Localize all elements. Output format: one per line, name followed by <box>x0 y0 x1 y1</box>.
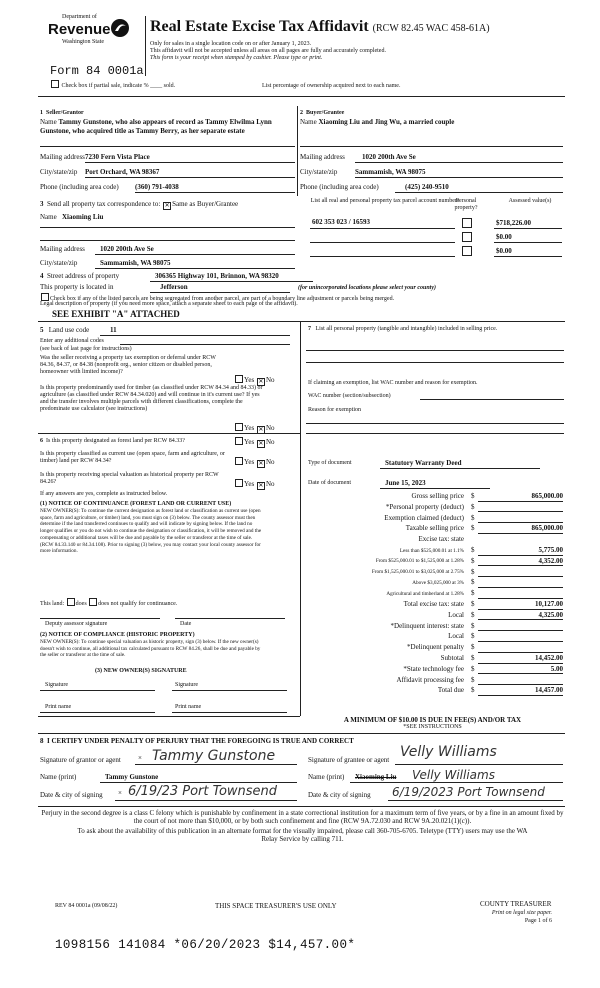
calc-amount-line <box>478 576 563 577</box>
calc-dollar-sign: $ <box>471 546 475 554</box>
q6c-yes-label: Yes <box>244 480 255 488</box>
q6b-no-label: No <box>265 458 275 466</box>
grantor-date-label: Date & city of signing <box>40 791 103 799</box>
sec8-num: 8 <box>40 737 44 745</box>
seller-mailing-label: Mailing address <box>40 153 85 161</box>
tax-corr-city[interactable]: Sammamish, WA 98075 <box>100 259 171 267</box>
assessed-col-header: Assessed value(s) <box>508 198 552 204</box>
timber-question: Is this property predominantly used for timber (as classified under RCW 84.34 and 84.33) or agriculture (as classified under RCW 84.34.020) and will continue in it's current use? If yes and the transfer involves multiple parcels with different classifications, complete the predominate use calculator (see instructions) <box>40 385 263 412</box>
forest-question-text: Is this property designated as forest land per RCW 84.33? <box>46 438 185 444</box>
calc-amount-line <box>478 533 563 534</box>
q6b-yes-no <box>234 457 275 468</box>
certify-row <box>40 737 354 746</box>
grantor-sig-label: Signature of grantor or agent <box>40 756 121 764</box>
header-note3: This form is your receipt when stamped by cashier. Please type or print. <box>150 55 323 61</box>
calc-dollar-sign: $ <box>471 589 475 598</box>
sold-label: sold. <box>163 83 176 89</box>
grantee-name-handwritten[interactable]: Velly Williams <box>412 768 495 782</box>
see-instructions-note: *SEE INSTRUCTIONS <box>403 724 462 730</box>
tax-corr-name-label: Name <box>40 213 57 221</box>
buyer-name-label: Name <box>300 118 317 126</box>
calc-dollar-sign: $ <box>471 632 475 641</box>
grantee-name-label: Name (print) <box>308 773 345 781</box>
calc-amount[interactable]: 5,775.00 <box>538 546 563 554</box>
title-rcw: (RCW 82.45 WAC 458-61A) <box>372 23 490 34</box>
grantee-signature[interactable]: Velly Williams <box>400 744 497 760</box>
personal-checkbox-3[interactable] <box>462 246 472 256</box>
calc-label: From $525,000.01 to $1,525,000 at 1.28% <box>375 558 464 565</box>
property-num: 4 <box>40 272 44 280</box>
form-title <box>150 18 490 36</box>
tax-corr-row <box>40 200 238 210</box>
grantee-sig-label: Signature of grantee or agent <box>308 756 390 764</box>
buyer-heading <box>300 110 344 117</box>
q6a-yes-label: Yes <box>244 438 255 446</box>
legal-size-note: Print on legal size paper. <box>491 910 552 916</box>
buyer-name[interactable]: Xiaoming Liu and Jing Wu, a married couple <box>318 118 455 126</box>
calc-label: Exemption claimed (deduct) <box>384 513 464 522</box>
seller-city[interactable]: Port Orchard, WA 98367 <box>85 168 160 176</box>
calc-amount-line <box>478 619 563 620</box>
personal-checkbox-1[interactable] <box>462 218 472 228</box>
calc-dollar-sign: $ <box>471 578 475 587</box>
cashier-stamp: 1098156 141084 *06/20/2023 $14,457.00* <box>55 938 356 952</box>
calc-dollar-sign: $ <box>471 664 475 673</box>
tax-corr-num: 3 <box>40 200 44 208</box>
calc-label: Above $3,025,000 at 3% <box>412 579 464 586</box>
tax-corr-city-label: City/state/zip <box>40 259 78 267</box>
additional-codes-label: Enter any additional codes <box>40 338 104 344</box>
assessed-2[interactable]: $0.00 <box>496 233 512 241</box>
does-not-checkbox[interactable] <box>89 598 97 606</box>
land-use-code[interactable]: 11 <box>110 326 117 334</box>
perjury-statement: Perjury in the second degree is a class C felony which is punishable by confinement in a state correctional institution for a maximum term of five years, or by a fine in an amount fixed by the court of not more than $10,000, or by both such confinement and fine (RCW 9A.72.030 and RCW 9A.20.021(1)(c)). <box>41 809 564 825</box>
parcel-col-header: List all real and personal property tax parcel account numbers <box>310 198 460 204</box>
owner-print-label-2: Print name <box>175 704 202 710</box>
calc-amount-line <box>478 565 563 566</box>
calc-label: Less than $525,000.01 at 1.1% <box>399 547 464 554</box>
grantee-name-struck: Xiaoming Liu <box>355 773 397 781</box>
property-street[interactable]: 306365 Highway 101, Brinnon, WA 98320 <box>155 272 279 280</box>
partial-sale-row: Check box if partial sale, indicate % ____ sold. <box>50 80 175 90</box>
buyer-phone-label: Phone (including area code) <box>300 183 379 191</box>
calc-amount-line <box>478 587 563 588</box>
calc-label: Total excise tax: state <box>403 600 464 608</box>
calc-dollar-sign: $ <box>471 621 475 630</box>
q6c-yes-checkbox[interactable] <box>235 479 243 487</box>
seller-phone[interactable]: (360) 791-4038 <box>135 183 179 191</box>
partial-sale-label: Check box if partial sale, indicate % <box>61 83 149 89</box>
dept-line1: Department of <box>62 14 97 20</box>
page-number: Page 1 of 6 <box>524 918 552 924</box>
calc-amount[interactable]: 14,452.00 <box>535 654 563 662</box>
county-treasurer: COUNTY TREASURER <box>480 900 552 908</box>
calc-label: Local <box>448 610 464 619</box>
same-as-buyer-checkbox[interactable]: ✕ <box>164 203 170 209</box>
exhibit-text[interactable]: SEE EXHIBIT "A" ATTACHED <box>52 309 180 319</box>
buyer-mailing[interactable]: 1020 200th Ave Se <box>362 153 416 161</box>
owner-signature-label-1: Signature <box>45 682 68 688</box>
assessed-3[interactable]: $0.00 <box>496 247 512 255</box>
calc-label: *Delinquent penalty <box>407 643 464 652</box>
dept-line3: Washington State <box>62 39 105 45</box>
calc-amount-line <box>478 522 563 523</box>
does-label: does <box>75 601 87 607</box>
calc-amount-line <box>478 511 563 512</box>
calc-dollar-sign: $ <box>471 524 475 533</box>
dor-logo <box>48 14 148 64</box>
calc-amount-line <box>478 609 563 610</box>
grantor-date-x: × <box>118 789 122 797</box>
owner-signature-label-2: Signature <box>175 682 198 688</box>
q2-yes-checkbox[interactable] <box>235 423 243 431</box>
seller-name[interactable]: Tammy Gunstone, who also appears of record as Tammy Elwilma Lynn Gunstone, who acquired title as Tammy Berry, as her separate estate <box>40 118 272 135</box>
header-note1: Only for sales in a single location code on or after January 1, 2023. <box>150 41 312 47</box>
doc-type-label: Type of document <box>308 460 352 466</box>
deputy-sig-label: Deputy assessor signature <box>45 621 108 627</box>
exemption-question: Was the seller receiving a property tax exemption or deferral under RCW 84.36, 84.37, or 84.38 (nonprofit org., senior citizen or disabled person, homeowner with limited income)? <box>40 355 216 375</box>
buyer-phone[interactable]: (425) 240-9510 <box>405 183 449 191</box>
does-checkbox[interactable] <box>67 598 75 606</box>
q6c-no-checkbox[interactable]: ✕ <box>258 483 264 489</box>
calc-label: Taxable selling price <box>405 524 464 533</box>
seller-mailing[interactable]: 7230 Fern Vista Place <box>85 153 150 161</box>
q2-no-checkbox[interactable]: ✕ <box>258 427 264 433</box>
assessed-1[interactable]: $718,226.00 <box>496 219 531 227</box>
q1-yes-checkbox[interactable] <box>235 375 243 383</box>
land-use-num: 5 <box>40 326 44 334</box>
this-land-label: This land: <box>40 601 65 607</box>
calc-dollar-sign: $ <box>471 556 475 565</box>
sec6-num: 6 <box>40 438 43 444</box>
exemption-reason-label: Reason for exemption <box>308 407 361 413</box>
calc-dollar-sign: $ <box>471 492 475 500</box>
calc-amount[interactable]: 865,000.00 <box>531 524 563 533</box>
seller-heading-text: Seller/Grantor <box>46 110 84 116</box>
seller-name-block <box>40 118 280 135</box>
exempt-wac-note: If claiming an exemption, list WAC number and reason for exemption. <box>308 380 478 386</box>
sec7-text: List all personal property (tangible and intangible) included in selling price. <box>315 326 498 332</box>
if-yes-note: If any answers are yes, complete as instructed below. <box>40 491 168 497</box>
land-use-row <box>40 326 89 335</box>
calc-amount[interactable]: 10,127.00 <box>535 600 563 608</box>
q6c-no-label: No <box>265 480 275 488</box>
qualify-row <box>40 598 177 608</box>
certify-text: I CERTIFY UNDER PENALTY OF PERJURY THAT THE FOREGOING IS TRUE AND CORRECT <box>47 737 354 745</box>
current-use-question: Is this property classified as current use (open space, farm and agriculture, or timber) land per RCW 84.34? <box>40 451 225 464</box>
calc-amount-line <box>478 695 563 696</box>
tax-corr-mailing[interactable]: 1020 200th Ave Se <box>100 245 154 253</box>
q6b-yes-checkbox[interactable] <box>235 457 243 465</box>
tax-corr-mailing-label: Mailing address <box>40 245 85 253</box>
seller-mailing-row <box>40 153 85 162</box>
calc-amount-line <box>478 641 563 642</box>
q2-no-label: No <box>265 424 275 432</box>
calc-dollar-sign: $ <box>471 643 475 652</box>
calc-amount-line <box>478 652 563 653</box>
compliance-text: NEW OWNER(S): To continue special valuation as historic property, sign (3) below. If the new owner(s) doesn't wish to continue, all additional tax calculated pursuant to RCW 84.26, shall be due and payable by the seller or transferor at the time of sale. <box>40 639 261 659</box>
alternate-format-note: To ask about the availability of this publication in an alternate format for the visually impaired, please call 360-705-6705. Teletype (TTY) users may use the WA Relay Service by calling 711. <box>77 827 528 843</box>
personal-col-header: Personal property? <box>454 198 478 211</box>
q1-yes-label: Yes <box>244 376 255 384</box>
calc-label: Affidavit processing fee <box>396 675 464 684</box>
calc-amount[interactable]: 4,325.00 <box>538 610 563 619</box>
sec7-num: 7 <box>308 326 311 332</box>
calc-label: *Delinquent interest: state <box>390 621 464 630</box>
seller-num: 1 <box>40 110 43 116</box>
seller-heading <box>40 110 84 117</box>
compliance-title: (2) NOTICE OF COMPLIANCE (HISTORIC PROPERTY) <box>40 632 195 638</box>
calc-dollar-sign: $ <box>471 600 475 608</box>
percent-ownership-note: List percentage of ownership acquired next to each name. <box>262 83 401 89</box>
legal-desc-label: Legal description of property (if you need more space, attach a separate sheet to each page of the affidavit). <box>40 301 298 307</box>
grantor-name-label: Name (print) <box>40 773 77 781</box>
doc-date-label: Date of document <box>308 480 351 486</box>
calc-dollar-sign: $ <box>471 610 475 619</box>
located-label: This property is located in <box>40 283 114 291</box>
q6b-yes-label: Yes <box>244 458 255 466</box>
calc-amount-line <box>478 598 563 599</box>
form-number: Form 84 0001a <box>50 64 144 78</box>
seller-name-label: Name <box>40 118 57 126</box>
street-label-row <box>40 272 119 281</box>
personal-checkbox-2[interactable] <box>462 232 472 242</box>
grantor-name[interactable]: Tammy Gunstone <box>105 773 159 781</box>
calc-amount-line <box>478 673 563 674</box>
same-as-buyer-label: Same as Buyer/Grantee <box>172 200 239 208</box>
calc-amount[interactable]: 4,352.00 <box>538 556 563 565</box>
calc-label: Total due <box>437 686 464 695</box>
calc-label: *Personal property (deduct) <box>385 502 464 511</box>
q1-no-label: No <box>265 376 275 384</box>
buyer-mailing-label: Mailing address <box>300 153 345 161</box>
q6a-no-label: No <box>265 438 275 446</box>
street-label: Street address of property <box>47 272 120 280</box>
q6a-yes-no <box>234 437 275 448</box>
title-text: Real Estate Excise Tax Affidavit <box>150 18 369 35</box>
calc-label: Excise tax: state <box>418 535 464 544</box>
q1-no-checkbox[interactable]: ✕ <box>258 379 264 385</box>
calc-dollar-sign: $ <box>471 686 475 695</box>
calc-label: Gross selling price <box>411 492 464 500</box>
calc-amount[interactable]: 14,457.00 <box>535 686 563 695</box>
calc-dollar-sign: $ <box>471 502 475 511</box>
segregated-checkbox[interactable] <box>41 293 49 301</box>
uninc-note: (for unincorporated locations please select your county) <box>298 285 436 291</box>
owner-print-label-1: Print name <box>45 704 72 710</box>
calc-amount-line <box>478 501 563 502</box>
grantor-signature[interactable]: Tammy Gunstone <box>152 748 276 764</box>
calc-amount-line <box>478 555 563 556</box>
personal-property-label <box>308 326 558 333</box>
seller-phone-label: Phone (including area code) <box>40 183 119 191</box>
treasurer-use-only: THIS SPACE TREASURER'S USE ONLY <box>215 902 337 910</box>
grantee-date-label: Date & city of signing <box>308 791 371 799</box>
header-note2: This affidavit will not be accepted unless all areas on all pages are fully and accurately completed. <box>150 48 386 54</box>
revenue-swirl-icon <box>110 18 130 38</box>
wac-number-label: WAC number (section/subsection) <box>308 393 391 399</box>
calc-label: *State technology fee <box>403 664 464 673</box>
calc-dollar-sign: $ <box>471 513 475 522</box>
new-owner-sig-title: (3) NEW OWNER(S) SIGNATURE <box>95 668 187 674</box>
q6a-no-checkbox[interactable]: ✕ <box>258 441 264 447</box>
property-county[interactable]: Jefferson <box>160 283 188 291</box>
q6b-no-checkbox[interactable]: ✕ <box>258 461 264 467</box>
calc-label: Local <box>448 632 464 641</box>
seller-city-label: City/state/zip <box>40 168 78 176</box>
calc-amount[interactable]: 865,000.00 <box>531 492 563 500</box>
continuance-text: NEW OWNER(S): To continue the current designation as forest land or classification as current use (open space, farm and agriculture, or timber) land, you must sign on (3) below. The county assessor must then determine if the land transferred continues to qualify and will indicate by signing below. If the land no longer qualifies or you do not wish to continue the designation or classification, it will be removed and the compensating or additional taxes will be due and payable by the seller or transferor at the time of sale. (RCW 84.33.140 or 84.34.108). Prior to signing (3) below, you may contact your local county assessor for more information. <box>40 508 262 555</box>
calc-dollar-sign: $ <box>471 567 475 576</box>
doc-date[interactable]: June 15, 2023 <box>385 479 426 487</box>
partial-sale-checkbox[interactable] <box>51 80 59 88</box>
doc-type[interactable]: Statutory Warranty Deed <box>385 459 462 467</box>
calc-dollar-sign: $ <box>471 675 475 684</box>
minimum-due-note: A MINIMUM OF $10.00 IS DUE IN FEE(S) AND/OR TAX <box>343 716 522 724</box>
buyer-city[interactable]: Sammamish, WA 98075 <box>355 168 426 176</box>
grantor-sig-x: × <box>138 754 142 762</box>
land-use-label: Land use code <box>48 326 90 334</box>
dept-line2: Revenue <box>48 21 111 38</box>
historic-question: Is this property receiving special valuation as historical property per RCW 84.26? <box>40 472 219 485</box>
calc-amount[interactable]: 5.00 <box>550 664 563 673</box>
forest-question <box>40 438 235 445</box>
grantee-date-city[interactable]: 6/19/2023 Port Townsend <box>392 785 545 799</box>
calc-amount-line <box>478 663 563 664</box>
rev-number: REV 84 0001a (09/08/22) <box>55 903 118 909</box>
continuance-title: (1) NOTICE OF CONTINUANCE (FOREST LAND OR CURRENT USE) <box>40 501 232 507</box>
q6a-yes-checkbox[interactable] <box>235 437 243 445</box>
tax-corr-text: Send all property tax correspondence to: <box>47 200 161 208</box>
q2-yes-label: Yes <box>244 424 255 432</box>
deputy-date-label: Date <box>180 621 192 627</box>
calc-label: Agricultural and timberland at 1.28% <box>386 590 464 597</box>
calc-label: Subtotal <box>440 654 464 662</box>
buyer-heading-text: Buyer/Grantee <box>306 110 345 116</box>
grantor-date-city[interactable]: 6/19/23 Port Townsend <box>128 784 278 799</box>
tax-corr-name[interactable]: Xiaoming Liu <box>62 213 104 221</box>
parcel-1[interactable]: 602 353 023 / 16593 <box>312 218 370 226</box>
calc-dollar-sign: $ <box>471 654 475 662</box>
buyer-name-block <box>300 118 560 127</box>
calc-label: From $1,525,000.01 to $3,025,000 at 2.75% <box>371 569 464 576</box>
q6c-yes-no <box>234 479 275 490</box>
buyer-num: 2 <box>300 110 303 116</box>
segregated-label: Check box if any of the listed parcels are being segregated from another parcel, are part of a boundary line adjustment or parcels being merged. <box>50 296 395 302</box>
buyer-city-label: City/state/zip <box>300 168 338 176</box>
calc-amount-line <box>478 684 563 685</box>
see-back-label: (see back of last page for instructions) <box>40 346 132 352</box>
does-not-label: does not qualify for continuance. <box>98 601 178 607</box>
calc-amount-line <box>478 630 563 631</box>
